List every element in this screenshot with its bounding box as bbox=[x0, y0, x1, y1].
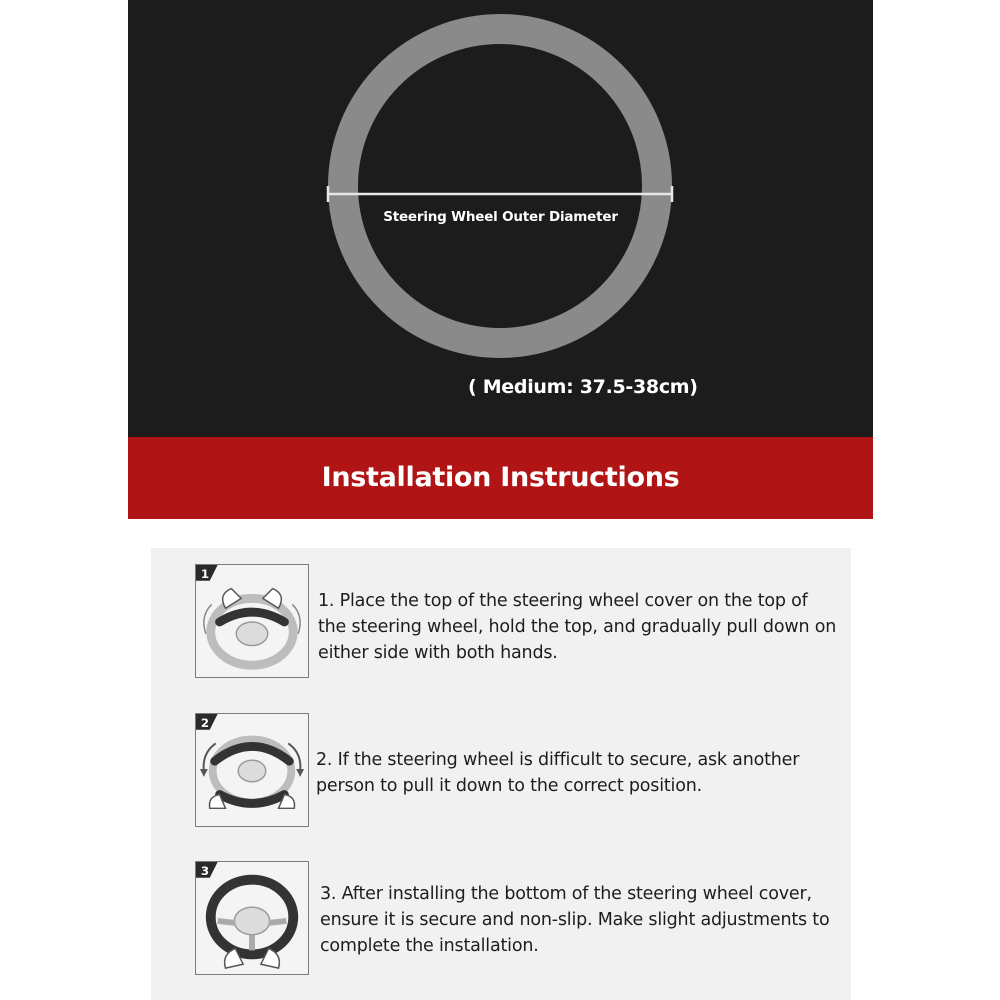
step-2-illustration-icon bbox=[195, 713, 309, 827]
hero-section bbox=[128, 0, 873, 437]
step-3-text: 3. After installing the bottom of the steering wheel cover, ensure it is secure and non-slip. Make slight adjustments to complete the installation. bbox=[320, 884, 830, 956]
step-number-badge: 2 bbox=[200, 715, 210, 730]
diameter-label: Steering Wheel Outer Diameter bbox=[383, 209, 618, 225]
step-1-illustration-icon bbox=[195, 564, 309, 678]
step-number-badge: 1 bbox=[200, 566, 210, 581]
size-label: ( Medium: 37.5-38cm) bbox=[468, 376, 698, 398]
step-1-text: 1. Place the top of the steering wheel cover on the top of the steering wheel, hold the top, and gradually pull down on either side with both hands. bbox=[318, 591, 837, 663]
installation-banner: Installation Instructions bbox=[128, 437, 873, 519]
steps-panel bbox=[151, 548, 851, 1000]
step-number-badge: 3 bbox=[200, 863, 210, 878]
step-3-illustration-icon bbox=[195, 861, 309, 975]
step-2-text: 2. If the steering wheel is difficult to secure, ask another person to pull it down to the correct position. bbox=[316, 750, 800, 796]
